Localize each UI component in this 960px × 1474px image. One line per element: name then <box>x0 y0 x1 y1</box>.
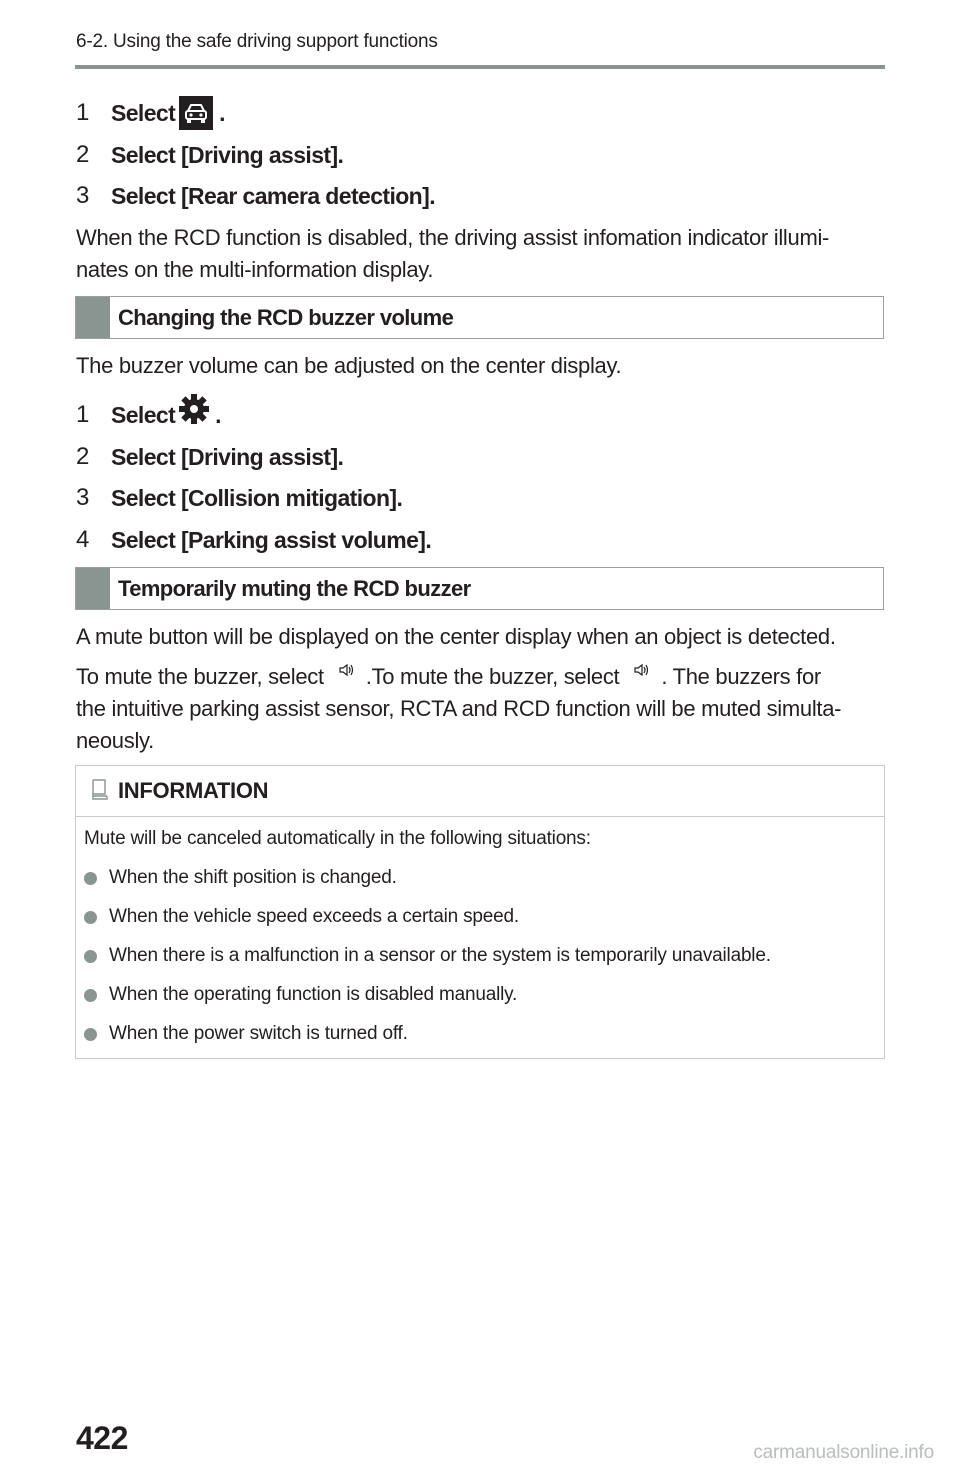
information-bullet <box>84 984 517 1006</box>
paragraph-line: The buzzer volume can be adjusted on the center display. <box>76 353 622 378</box>
paragraph-line-mute <box>76 661 888 693</box>
step-text: Select [Driving assist]. <box>111 141 344 168</box>
page-number: 422 <box>76 1420 128 1456</box>
bullet-text: When the operating function is disabled manually. <box>109 984 518 1005</box>
step-text: Select <box>111 401 176 428</box>
step-number: 1 <box>76 99 89 126</box>
paragraph-mute <box>76 621 888 757</box>
information-header <box>76 766 884 817</box>
step-text: Select [Rear camera detection]. <box>111 182 435 209</box>
bullet-text: When the shift position is changed. <box>109 867 397 888</box>
paragraph-line: nates on the multi-information display. <box>76 257 434 282</box>
step-number: 2 <box>76 443 89 470</box>
information-bullet <box>84 945 771 967</box>
step-number: 1 <box>76 401 89 428</box>
step-b3 <box>76 481 402 515</box>
information-box <box>75 765 885 1059</box>
bullet-text: When the vehicle speed exceeds a certain speed. <box>109 906 519 927</box>
speaker-icon <box>631 658 653 680</box>
bullet-dot <box>84 950 97 963</box>
step-a2 <box>76 138 343 172</box>
mute-text-part: . The buzzers for <box>661 664 821 689</box>
step-text: Select [Parking assist volume]. <box>111 526 432 553</box>
section-tab <box>76 568 110 609</box>
bullet-dot <box>84 1028 97 1041</box>
information-bullet <box>84 906 519 928</box>
step-b1 <box>76 398 221 432</box>
bullet-text: When there is a malfunction in a sensor or the system is temporarily unavailable. <box>109 945 771 966</box>
section-title: Changing the RCD buzzer volume <box>118 304 454 330</box>
information-bullet <box>84 1023 408 1045</box>
section-title: Temporarily muting the RCD buzzer <box>118 575 471 601</box>
paragraph-volume <box>76 350 888 382</box>
section-heading-buzzer-volume <box>75 296 884 339</box>
paragraph-line: the intuitive parking assist sensor, RCTA and RCD function will be muted simulta- <box>76 696 842 721</box>
header-rule <box>75 65 885 69</box>
paragraph-line: neously. <box>76 728 154 753</box>
bullet-text: When the power switch is turned off. <box>109 1023 408 1044</box>
step-text: Select <box>111 99 176 126</box>
info-book-icon <box>90 778 110 805</box>
step-number: 4 <box>76 526 89 553</box>
step-number: 3 <box>76 484 89 511</box>
bullet-dot <box>84 911 97 924</box>
car-settings-icon <box>179 96 213 130</box>
section-tab <box>76 297 110 338</box>
step-b4 <box>76 523 431 557</box>
mute-text-part: To mute the buzzer, select <box>76 664 324 689</box>
speaker-icon <box>336 658 358 680</box>
step-a3 <box>76 179 435 213</box>
bullet-dot <box>84 872 97 885</box>
paragraph-rcd-disabled <box>76 222 888 286</box>
step-text: Select [Collision mitigation]. <box>111 484 403 511</box>
information-title: INFORMATION <box>118 778 269 803</box>
section-heading-mute-buzzer <box>75 567 884 610</box>
step-text-end: . <box>215 401 221 428</box>
gear-icon <box>177 392 211 426</box>
bullet-dot <box>84 989 97 1002</box>
step-number: 3 <box>76 182 89 209</box>
watermark: carmanualsonline.info <box>753 1442 934 1463</box>
step-number: 2 <box>76 141 89 168</box>
step-b2 <box>76 440 343 474</box>
information-bullet <box>84 867 397 889</box>
paragraph-line: A mute button will be displayed on the center display when an object is detected. <box>76 624 836 649</box>
step-text-end: . <box>219 99 225 126</box>
section-header-title: 6-2. Using the safe driving support functions <box>76 31 438 52</box>
information-intro: Mute will be canceled automatically in the following situations: <box>84 828 591 849</box>
step-a1 <box>76 96 225 130</box>
step-text: Select [Driving assist]. <box>111 443 344 470</box>
mute-text-part: .To mute the buzzer, select <box>365 664 620 689</box>
paragraph-line: When the RCD function is disabled, the driving assist infomation indicator illumi- <box>76 225 830 250</box>
